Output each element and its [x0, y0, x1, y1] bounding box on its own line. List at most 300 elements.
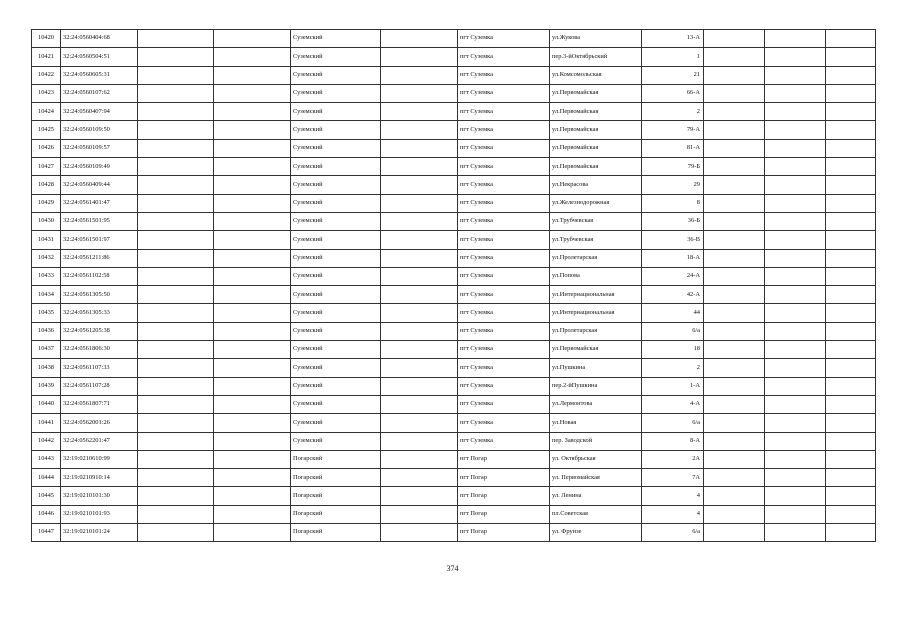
house-number-cell: 2	[642, 103, 704, 121]
cadastral-number-cell: 32:24:0561501:95	[61, 212, 138, 230]
row-number-cell: 10446	[32, 505, 61, 523]
empty-cell	[704, 377, 765, 395]
house-number-cell: 7А	[642, 469, 704, 487]
district-cell: Суземский	[291, 322, 381, 340]
empty-cell	[138, 212, 214, 230]
empty-cell	[138, 103, 214, 121]
empty-cell	[138, 267, 214, 285]
table-row	[32, 231, 876, 249]
empty-cell	[138, 377, 214, 395]
cadastral-number-cell: 32:24:0560404:68	[61, 30, 138, 48]
empty-cell	[704, 469, 765, 487]
locality-cell: пгт Суземка	[458, 48, 550, 66]
district-cell: Суземский	[291, 84, 381, 102]
empty-cell	[381, 194, 458, 212]
locality-cell: пгт Погар	[458, 450, 550, 468]
district-cell: Суземский	[291, 66, 381, 84]
house-number-cell: 8-А	[642, 432, 704, 450]
table-row	[32, 505, 876, 523]
cadastral-number-cell: 32:24:0561401:47	[61, 194, 138, 212]
empty-cell	[826, 414, 876, 432]
cadastral-number-cell: 32:24:0561305:50	[61, 286, 138, 304]
house-number-cell: 79-Б	[642, 158, 704, 176]
empty-cell	[704, 341, 765, 359]
street-cell: ул.Интернациональная	[550, 304, 642, 322]
empty-cell	[704, 66, 765, 84]
cadastral-number-cell: 32:24:0561107:33	[61, 359, 138, 377]
empty-cell	[381, 66, 458, 84]
street-cell: ул.Новая	[550, 414, 642, 432]
empty-cell	[214, 212, 291, 230]
cadastral-number-cell: 32:24:0561807:71	[61, 395, 138, 413]
empty-cell	[704, 176, 765, 194]
locality-cell: пгт Суземка	[458, 395, 550, 413]
cadastral-number-cell: 32:19:0210101:93	[61, 505, 138, 523]
empty-cell	[381, 30, 458, 48]
empty-cell	[704, 48, 765, 66]
empty-cell	[826, 322, 876, 340]
row-number-cell: 10425	[32, 121, 61, 139]
empty-cell	[214, 359, 291, 377]
empty-cell	[214, 432, 291, 450]
table-row	[32, 249, 876, 267]
house-number-cell: 4	[642, 505, 704, 523]
empty-cell	[214, 48, 291, 66]
empty-cell	[704, 487, 765, 505]
empty-cell	[704, 267, 765, 285]
empty-cell	[138, 231, 214, 249]
cadastral-number-cell: 32:24:0561501:97	[61, 231, 138, 249]
locality-cell: пгт Погар	[458, 469, 550, 487]
empty-cell	[138, 432, 214, 450]
cadastral-number-cell: 32:24:0560109:57	[61, 139, 138, 157]
empty-cell	[765, 505, 826, 523]
district-cell: Суземский	[291, 231, 381, 249]
table-row	[32, 524, 876, 542]
table-row	[32, 304, 876, 322]
empty-cell	[765, 286, 826, 304]
street-cell: ул.Жукова	[550, 30, 642, 48]
street-cell: ул.Пушкина	[550, 359, 642, 377]
house-number-cell: 18-А	[642, 249, 704, 267]
empty-cell	[138, 505, 214, 523]
table-row	[32, 84, 876, 102]
locality-cell: пгт Суземка	[458, 414, 550, 432]
house-number-cell: 13-А	[642, 30, 704, 48]
house-number-cell: 42-А	[642, 286, 704, 304]
row-number-cell: 10442	[32, 432, 61, 450]
district-cell: Суземский	[291, 121, 381, 139]
empty-cell	[826, 66, 876, 84]
empty-cell	[826, 304, 876, 322]
empty-cell	[826, 231, 876, 249]
row-number-cell: 10439	[32, 377, 61, 395]
empty-cell	[826, 249, 876, 267]
street-cell: ул.Первомайская	[550, 103, 642, 121]
empty-cell	[381, 176, 458, 194]
cadastral-number-cell: 32:24:0560504:51	[61, 48, 138, 66]
house-number-cell: 6/а	[642, 414, 704, 432]
empty-cell	[826, 194, 876, 212]
table-row	[32, 139, 876, 157]
locality-cell: пгт Суземка	[458, 304, 550, 322]
empty-cell	[214, 395, 291, 413]
empty-cell	[214, 194, 291, 212]
cadastral-number-cell: 32:19:0210910:14	[61, 469, 138, 487]
empty-cell	[765, 30, 826, 48]
street-cell: ул. Фрунзе	[550, 524, 642, 542]
table-row	[32, 194, 876, 212]
empty-cell	[138, 194, 214, 212]
empty-cell	[826, 121, 876, 139]
street-cell: пер.2-йПушкина	[550, 377, 642, 395]
empty-cell	[138, 450, 214, 468]
row-number-cell: 10430	[32, 212, 61, 230]
empty-cell	[704, 121, 765, 139]
house-number-cell: 2А	[642, 450, 704, 468]
cadastral-number-cell: 32:24:0560109:49	[61, 158, 138, 176]
district-cell: Погарский	[291, 524, 381, 542]
row-number-cell: 10441	[32, 414, 61, 432]
empty-cell	[381, 48, 458, 66]
empty-cell	[704, 103, 765, 121]
row-number-cell: 10428	[32, 176, 61, 194]
empty-cell	[765, 487, 826, 505]
empty-cell	[765, 176, 826, 194]
empty-cell	[704, 432, 765, 450]
page-number: 374	[446, 564, 459, 573]
row-number-cell: 10445	[32, 487, 61, 505]
empty-cell	[214, 304, 291, 322]
locality-cell: пгт Суземка	[458, 176, 550, 194]
district-cell: Суземский	[291, 158, 381, 176]
empty-cell	[138, 524, 214, 542]
street-cell: ул.Интернациональная	[550, 286, 642, 304]
district-cell: Суземский	[291, 176, 381, 194]
empty-cell	[381, 267, 458, 285]
table-row	[32, 121, 876, 139]
cadastral-number-cell: 32:24:0561806:30	[61, 341, 138, 359]
street-cell: ул.Лермонтова	[550, 395, 642, 413]
empty-cell	[765, 414, 826, 432]
empty-cell	[214, 377, 291, 395]
cadastral-number-cell: 32:19:0210610:99	[61, 450, 138, 468]
empty-cell	[765, 249, 826, 267]
empty-cell	[826, 176, 876, 194]
empty-cell	[826, 395, 876, 413]
street-cell: ул.Пролетарская	[550, 249, 642, 267]
empty-cell	[138, 84, 214, 102]
house-number-cell: 21	[642, 66, 704, 84]
empty-cell	[826, 84, 876, 102]
table-row	[32, 176, 876, 194]
street-cell: ул. Ленина	[550, 487, 642, 505]
locality-cell: пгт Погар	[458, 487, 550, 505]
empty-cell	[381, 432, 458, 450]
locality-cell: пгт Суземка	[458, 341, 550, 359]
empty-cell	[826, 158, 876, 176]
row-number-cell: 10421	[32, 48, 61, 66]
house-number-cell: 36-Б	[642, 212, 704, 230]
empty-cell	[826, 48, 876, 66]
house-number-cell: 18	[642, 341, 704, 359]
row-number-cell: 10435	[32, 304, 61, 322]
empty-cell	[765, 469, 826, 487]
locality-cell: пгт Суземка	[458, 121, 550, 139]
district-cell: Суземский	[291, 103, 381, 121]
empty-cell	[214, 524, 291, 542]
empty-cell	[826, 30, 876, 48]
row-number-cell: 10440	[32, 395, 61, 413]
cadastral-number-cell: 32:24:0561102:58	[61, 267, 138, 285]
empty-cell	[765, 84, 826, 102]
empty-cell	[381, 103, 458, 121]
cadastral-number-cell: 32:24:0561107:28	[61, 377, 138, 395]
empty-cell	[765, 322, 826, 340]
registry-table	[31, 29, 876, 542]
empty-cell	[381, 231, 458, 249]
row-number-cell: 10426	[32, 139, 61, 157]
empty-cell	[704, 194, 765, 212]
district-cell: Суземский	[291, 395, 381, 413]
empty-cell	[214, 505, 291, 523]
empty-cell	[704, 505, 765, 523]
locality-cell: пгт Суземка	[458, 231, 550, 249]
street-cell: ул.Пролетарская	[550, 322, 642, 340]
empty-cell	[381, 524, 458, 542]
district-cell: Суземский	[291, 194, 381, 212]
locality-cell: пгт Погар	[458, 505, 550, 523]
cadastral-number-cell: 32:19:0210101:24	[61, 524, 138, 542]
empty-cell	[138, 139, 214, 157]
cadastral-number-cell: 32:24:0560407:94	[61, 103, 138, 121]
empty-cell	[381, 505, 458, 523]
district-cell: Суземский	[291, 359, 381, 377]
empty-cell	[138, 30, 214, 48]
district-cell: Погарский	[291, 469, 381, 487]
empty-cell	[138, 249, 214, 267]
locality-cell: пгт Погар	[458, 524, 550, 542]
empty-cell	[765, 231, 826, 249]
empty-cell	[765, 395, 826, 413]
row-number-cell: 10436	[32, 322, 61, 340]
district-cell: Суземский	[291, 212, 381, 230]
house-number-cell: 4-А	[642, 395, 704, 413]
street-cell: ул.Попова	[550, 267, 642, 285]
table-row	[32, 341, 876, 359]
empty-cell	[138, 121, 214, 139]
empty-cell	[138, 66, 214, 84]
empty-cell	[138, 469, 214, 487]
street-cell: ул.Комсомольская	[550, 66, 642, 84]
row-number-cell: 10437	[32, 341, 61, 359]
empty-cell	[381, 322, 458, 340]
house-number-cell: 36-В	[642, 231, 704, 249]
empty-cell	[214, 322, 291, 340]
district-cell: Суземский	[291, 48, 381, 66]
empty-cell	[765, 341, 826, 359]
locality-cell: пгт Суземка	[458, 286, 550, 304]
empty-cell	[381, 121, 458, 139]
district-cell: Суземский	[291, 267, 381, 285]
empty-cell	[765, 450, 826, 468]
row-number-cell: 10431	[32, 231, 61, 249]
district-cell: Суземский	[291, 30, 381, 48]
table-row	[32, 30, 876, 48]
empty-cell	[765, 194, 826, 212]
empty-cell	[826, 286, 876, 304]
empty-cell	[381, 377, 458, 395]
street-cell: ул.Трубчевская	[550, 231, 642, 249]
street-cell: ул.Некрасова	[550, 176, 642, 194]
house-number-cell: 24-А	[642, 267, 704, 285]
empty-cell	[704, 450, 765, 468]
cadastral-number-cell: 32:24:0562201:47	[61, 432, 138, 450]
empty-cell	[765, 267, 826, 285]
empty-cell	[765, 103, 826, 121]
district-cell: Погарский	[291, 505, 381, 523]
empty-cell	[826, 103, 876, 121]
empty-cell	[138, 487, 214, 505]
locality-cell: пгт Суземка	[458, 322, 550, 340]
street-cell: ул.Первомайская	[550, 158, 642, 176]
empty-cell	[381, 359, 458, 377]
empty-cell	[214, 139, 291, 157]
locality-cell: пгт Суземка	[458, 359, 550, 377]
cadastral-number-cell: 32:24:0560409:44	[61, 176, 138, 194]
locality-cell: пгт Суземка	[458, 139, 550, 157]
cadastral-number-cell: 32:24:0560605:31	[61, 66, 138, 84]
district-cell: Суземский	[291, 304, 381, 322]
table-row	[32, 322, 876, 340]
cadastral-number-cell: 32:24:0561205:38	[61, 322, 138, 340]
district-cell: Суземский	[291, 341, 381, 359]
table-row	[32, 487, 876, 505]
district-cell: Суземский	[291, 249, 381, 267]
district-cell: Погарский	[291, 487, 381, 505]
empty-cell	[214, 450, 291, 468]
empty-cell	[826, 377, 876, 395]
empty-cell	[765, 121, 826, 139]
table-row	[32, 432, 876, 450]
street-cell: ул.Первомайская	[550, 139, 642, 157]
row-number-cell: 10423	[32, 84, 61, 102]
empty-cell	[214, 267, 291, 285]
empty-cell	[138, 286, 214, 304]
empty-cell	[381, 304, 458, 322]
empty-cell	[826, 139, 876, 157]
empty-cell	[381, 341, 458, 359]
street-cell: пл.Советская	[550, 505, 642, 523]
empty-cell	[704, 322, 765, 340]
cadastral-number-cell: 32:24:0560109:50	[61, 121, 138, 139]
empty-cell	[826, 524, 876, 542]
empty-cell	[704, 158, 765, 176]
locality-cell: пгт Суземка	[458, 158, 550, 176]
empty-cell	[214, 84, 291, 102]
empty-cell	[214, 176, 291, 194]
empty-cell	[214, 469, 291, 487]
locality-cell: пгт Суземка	[458, 194, 550, 212]
empty-cell	[138, 414, 214, 432]
table-row	[32, 377, 876, 395]
street-cell: ул.Первомайская	[550, 341, 642, 359]
empty-cell	[138, 304, 214, 322]
empty-cell	[765, 377, 826, 395]
street-cell: ул.Трубчевская	[550, 212, 642, 230]
row-number-cell: 10420	[32, 30, 61, 48]
district-cell: Суземский	[291, 414, 381, 432]
locality-cell: пгт Суземка	[458, 249, 550, 267]
cadastral-number-cell: 32:19:0210101:30	[61, 487, 138, 505]
row-number-cell: 10438	[32, 359, 61, 377]
house-number-cell: 1	[642, 48, 704, 66]
empty-cell	[765, 304, 826, 322]
street-cell: ул.Железнодорожная	[550, 194, 642, 212]
empty-cell	[214, 231, 291, 249]
row-number-cell: 10427	[32, 158, 61, 176]
house-number-cell: 1-А	[642, 377, 704, 395]
empty-cell	[826, 359, 876, 377]
cadastral-number-cell: 32:24:0560107:62	[61, 84, 138, 102]
empty-cell	[704, 359, 765, 377]
empty-cell	[381, 249, 458, 267]
empty-cell	[381, 84, 458, 102]
street-cell: ул. Октябрьская	[550, 450, 642, 468]
house-number-cell: 6/а	[642, 322, 704, 340]
table-row	[32, 103, 876, 121]
district-cell: Суземский	[291, 432, 381, 450]
empty-cell	[704, 84, 765, 102]
locality-cell: пгт Суземка	[458, 267, 550, 285]
empty-cell	[138, 395, 214, 413]
district-cell: Погарский	[291, 450, 381, 468]
empty-cell	[826, 487, 876, 505]
locality-cell: пгт Суземка	[458, 84, 550, 102]
empty-cell	[214, 341, 291, 359]
empty-cell	[765, 524, 826, 542]
empty-cell	[138, 176, 214, 194]
district-cell: Суземский	[291, 377, 381, 395]
house-number-cell: 29	[642, 176, 704, 194]
empty-cell	[765, 158, 826, 176]
empty-cell	[826, 267, 876, 285]
empty-cell	[704, 249, 765, 267]
locality-cell: пгт Суземка	[458, 432, 550, 450]
table-row	[32, 286, 876, 304]
street-cell: пер. Заводской	[550, 432, 642, 450]
row-number-cell: 10432	[32, 249, 61, 267]
table-row	[32, 267, 876, 285]
empty-cell	[765, 359, 826, 377]
table-row	[32, 48, 876, 66]
row-number-cell: 10443	[32, 450, 61, 468]
empty-cell	[704, 414, 765, 432]
empty-cell	[138, 359, 214, 377]
empty-cell	[704, 30, 765, 48]
street-cell: ул.Первомайская	[550, 121, 642, 139]
house-number-cell: 6/a	[642, 524, 704, 542]
row-number-cell: 10422	[32, 66, 61, 84]
empty-cell	[826, 469, 876, 487]
table-row	[32, 66, 876, 84]
empty-cell	[826, 212, 876, 230]
row-number-cell: 10433	[32, 267, 61, 285]
street-cell: пер.3-йОктябрьский	[550, 48, 642, 66]
table-row	[32, 469, 876, 487]
empty-cell	[381, 414, 458, 432]
empty-cell	[704, 212, 765, 230]
